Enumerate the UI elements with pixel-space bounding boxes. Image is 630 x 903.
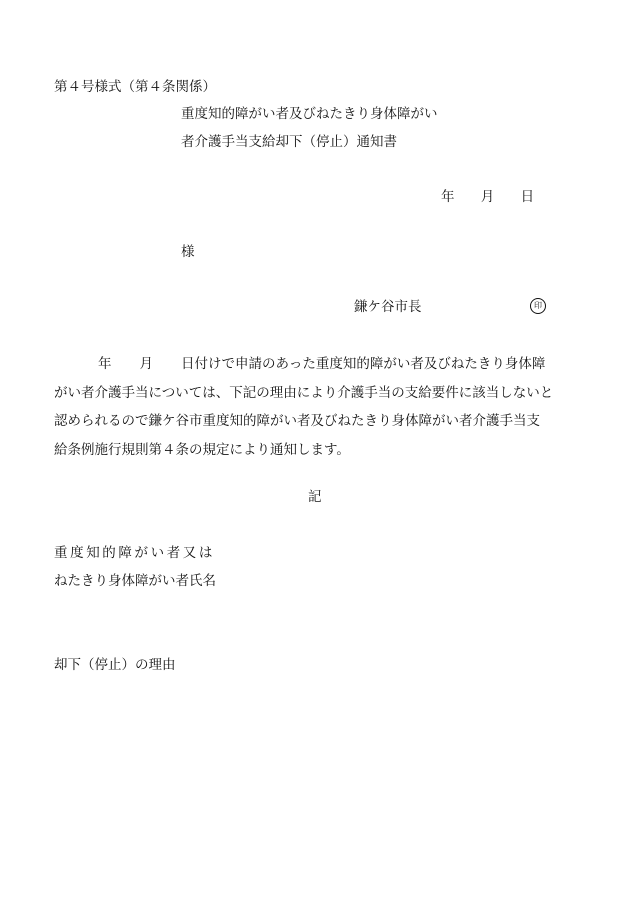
date-year-label: 年 [441, 189, 455, 205]
body-line-1 [54, 350, 578, 379]
body-line-2: がい者介護手当については、下記の理由により介護手当の支給要件に該当しないと [54, 384, 554, 401]
body-line-3: 認められるので鎌ケ谷市重度知的障がい者及びねたきり身体障がい者介護手当支 [54, 413, 540, 429]
document-title-line-1: 重度知的障がい者及びねたきり身体障がい [181, 106, 438, 122]
body-line-4: 給条例施行規則第４条の規定により通知します。 [54, 441, 350, 458]
body-year-label: 年 [98, 356, 112, 372]
notice-body [54, 350, 578, 464]
body-month-label: 月 [139, 356, 153, 372]
date-day-label: 日 [520, 189, 535, 205]
date-month-label: 月 [480, 189, 495, 205]
recipient-honorific: 様 [181, 244, 195, 260]
issuer-name: 鎌ケ谷市長 [354, 299, 422, 315]
reason-label: 却下（停止）の理由 [54, 657, 176, 673]
name-label-line-1: 重度知的障がい者又は [54, 545, 215, 561]
seal-mark-icon: 印 [530, 298, 546, 314]
body-line-1-text: 日付けで申請のあった重度知的障がい者及びねたきり身体障 [181, 356, 546, 372]
name-label-line-2: ねたきり身体障がい者氏名 [54, 573, 216, 589]
issue-date [441, 188, 534, 206]
ki-heading: 記 [308, 489, 322, 505]
document-title-line-2: 者介護手当支給却下（停止）通知書 [181, 134, 397, 150]
form-number: 第４号様式（第４条関係） [54, 79, 216, 95]
